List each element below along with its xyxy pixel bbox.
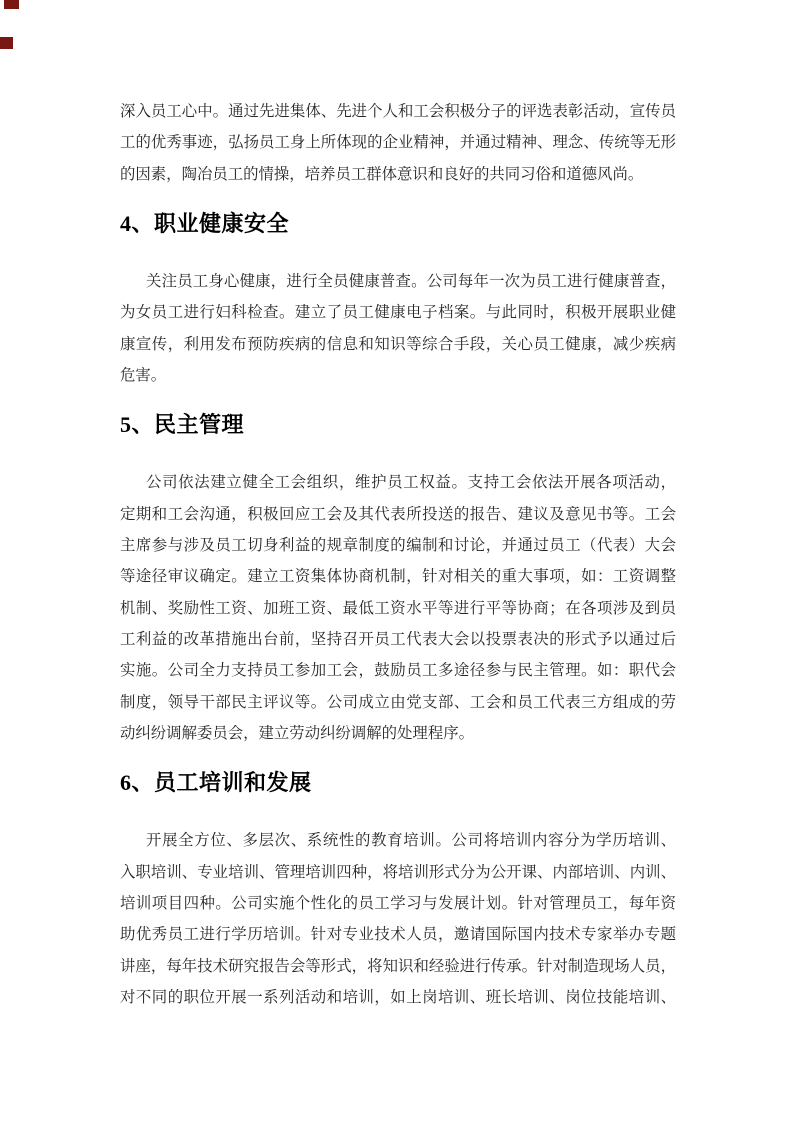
heading-occupational-health-safety: 4、职业健康安全: [120, 210, 290, 236]
text-line: 实施。公司全力支持员工参加工会，鼓励员工多途径参与民主管理。如：职代会: [120, 662, 676, 680]
text-line: 工利益的改革措施出台前，坚持召开员工代表大会以投票表决的形式予以通过后: [120, 630, 676, 648]
text-line: 的因素，陶冶员工的情操，培养员工群体意识和良好的共同习俗和道德风尚。: [120, 165, 644, 183]
text-line: 主席参与涉及员工切身利益的规章制度的编制和讨论，并通过员工（代表）大会: [120, 536, 676, 554]
text-line: 助优秀员工进行学历培训。针对专业技术人员，邀请国际国内技术专家举办专题: [120, 926, 676, 944]
text-line: 公司依法建立健全工会组织，维护员工权益。支持工会依法开展各项活动，: [146, 474, 676, 492]
text-line: 危害。: [120, 366, 167, 384]
text-line: 讲座，每年技术研究报告会等形式，将知识和经验进行传承。针对制造现场人员，: [120, 957, 676, 975]
heading-democratic-management: 5、民主管理: [120, 412, 245, 438]
text-line: 对不同的职位开展一系列活动和培训，如上岗培训、班长培训、岗位技能培训、: [120, 988, 676, 1006]
text-line: 深入员工心中。通过先进集体、先进个人和工会积极分子的评选表彰活动，宣传员: [120, 103, 676, 120]
text-line: 培训项目四种。公司实施个性化的员工学习与发展计划。针对管理员工，每年资: [120, 894, 676, 912]
text-line: 关注员工身心健康，进行全员健康普查。公司每年一次为员工进行健康普查，: [146, 272, 676, 290]
text-line: 等途径审议确定。建立工资集体协商机制，针对相关的重大事项，如：工资调整: [120, 568, 676, 586]
text-line: 开展全方位、多层次、系统性的教育培训。公司将培训内容分为学历培训、: [146, 832, 676, 850]
text-line: 制度，领导干部民主评议等。公司成立由党支部、工会和员工代表三方组成的劳: [120, 693, 676, 711]
paragraph-democratic-management: [120, 467, 676, 749]
red-scan-mark-icon: [0, 37, 13, 49]
text-line: 机制、奖励性工资、加班工资、最低工资水平等进行平等协商；在各项涉及到员: [120, 599, 676, 617]
text-line: 为女员工进行妇科检查。建立了员工健康电子档案。与此同时，积极开展职业健: [120, 304, 676, 322]
text-line: 康宣传，利用发布预防疾病的信息和知识等综合手段，关心员工健康，减少疾病: [120, 335, 676, 353]
text-line: 动纠纷调解委员会，建立劳动纠纷调解的处理程序。: [120, 724, 474, 742]
paragraph-intro-continuation: [120, 96, 676, 190]
paragraph-occupational-health-safety: [120, 266, 676, 391]
red-scan-mark-icon: [4, 0, 19, 9]
text-line: 定期和工会沟通，积极回应工会及其代表所投送的报告、建议及意见书等。工会: [120, 505, 676, 523]
text-line: 工的优秀事迹，弘扬员工身上所体现的企业精神，并通过精神、理念、传统等无形: [120, 134, 676, 152]
text-line: 入职培训、专业培训、管理培训四种，将培训形式分为公开课、内部培训、内训、: [120, 863, 676, 881]
paragraph-employee-training-development: [120, 825, 676, 1013]
heading-employee-training-development: 6、员工培训和发展: [120, 770, 312, 796]
